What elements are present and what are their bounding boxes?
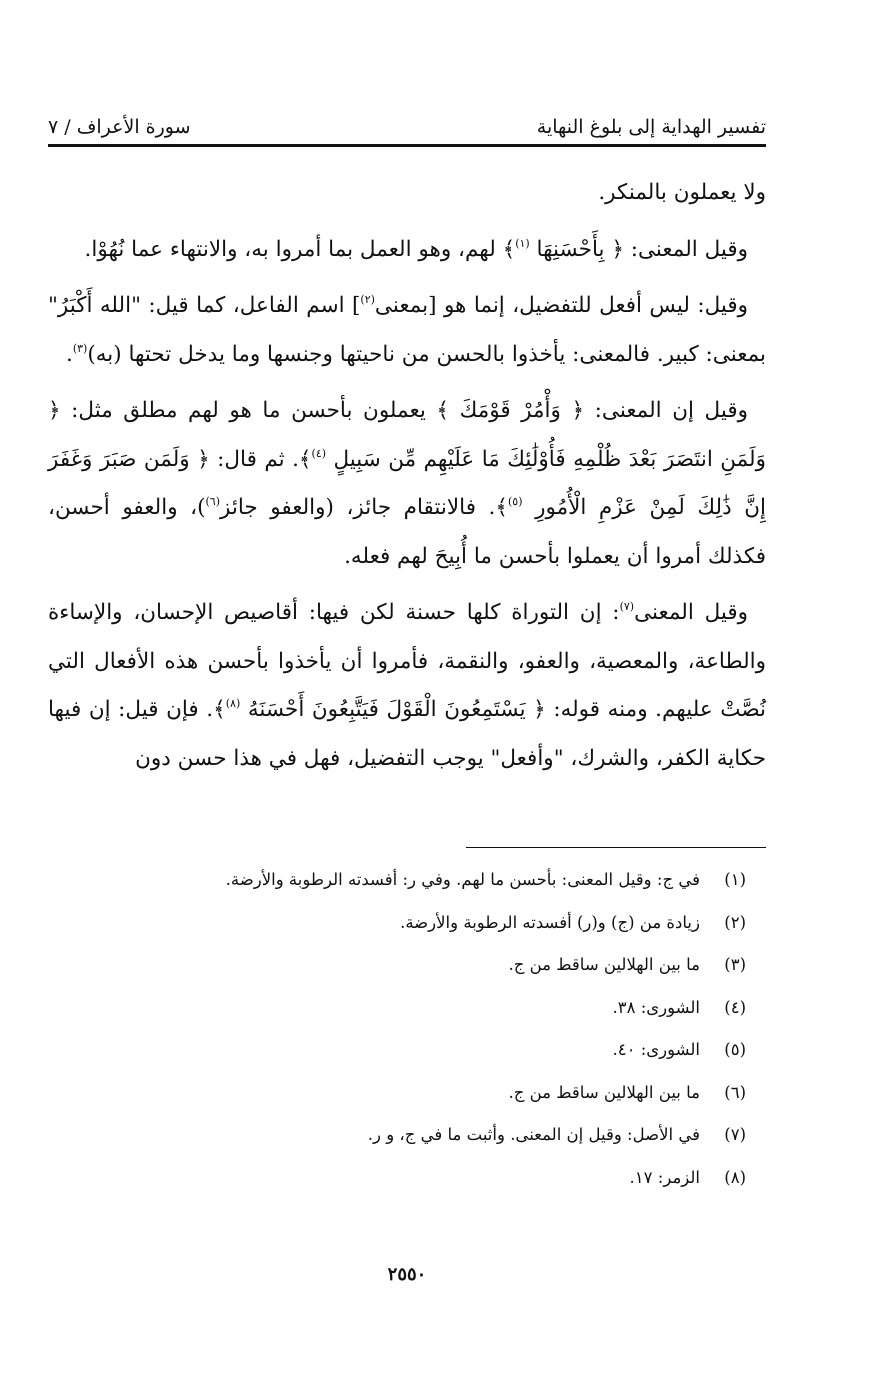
footnote-text: الزمر: ١٧. bbox=[629, 1167, 700, 1187]
footnote-ref[interactable]: (٢) bbox=[360, 293, 375, 306]
footnotes bbox=[48, 870, 766, 1210]
book-page bbox=[48, 96, 766, 1316]
footnote bbox=[48, 998, 766, 1041]
footnote-number: (١) bbox=[724, 870, 746, 889]
footnote-ref[interactable]: (٤) bbox=[311, 446, 327, 460]
footnote-text: ما بين الهلالين ساقط من ج. bbox=[508, 955, 700, 974]
footnote-number: (٦) bbox=[724, 1082, 746, 1102]
running-header bbox=[48, 96, 766, 138]
surah-reference: سورة الأعراف / ٧ bbox=[48, 116, 191, 138]
footnote-ref[interactable]: (٣) bbox=[72, 341, 88, 355]
footnote bbox=[48, 913, 766, 956]
footnote bbox=[48, 1168, 766, 1211]
page-number: ٢٥٥٠ bbox=[387, 1264, 427, 1285]
footnote-number: (٤) bbox=[724, 997, 746, 1017]
footnote-text: ما بين الهلالين ساقط من ج. bbox=[508, 1082, 700, 1102]
footnote-text: زيادة من (ج) و(ر) أفسدته الرطوبة والأرضة. bbox=[400, 912, 700, 932]
book-title: تفسير الهداية إلى بلوغ النهاية bbox=[536, 116, 766, 138]
main-text bbox=[48, 169, 766, 783]
footnote bbox=[48, 1083, 766, 1126]
paragraph: وقيل المعنى$^{(٧)}$: إن التوراة كلها حسنة لكن فيها: أقاصيص الإحسان، والإساءة والطاعة، والمعصية، والعفو، والنقمة، فأمروا أن يأخذوا بأحسن هذه الأفعال التي نُصَّتْ عليهم. ومنه قوله: ﴿ يَسْتَمِعُونَ الْقَوْلَ فَيَتَّبِعُونَ أَحْسَنَهُ $^{(٨)}$﴾. فإن قيل: إن فيها حكاية الكفر، والشرك، "وأفعل" يوجب التفضيل، فهل في هذا حسن دون bbox=[48, 600, 766, 771]
paragraph: ولا يعملون بالمنكر. bbox=[598, 180, 766, 205]
footnote-number: (٣) bbox=[724, 955, 746, 974]
footnote-ref[interactable]: (٨) bbox=[225, 697, 241, 710]
footnote bbox=[48, 1125, 766, 1168]
footnote-ref[interactable]: (١) bbox=[515, 236, 530, 250]
header-rule bbox=[48, 144, 766, 147]
footnote-number: (٥) bbox=[724, 1040, 746, 1059]
footnote-text: في الأصل: وقيل إن المعنى. وأثبت ما في ج، و ر. bbox=[367, 1125, 700, 1144]
footnote-text: في ج: وقيل المعنى: بأحسن ما لهم. وفي ر: أفسدته الرطوبة والأرضة. bbox=[225, 870, 700, 889]
footnote bbox=[48, 955, 766, 998]
footnote-ref[interactable]: (٦) bbox=[205, 495, 220, 508]
footnote-text: الشورى: ٤٠. bbox=[612, 1040, 700, 1059]
footnote-number: (٢) bbox=[724, 912, 746, 932]
footnote-text: الشورى: ٣٨. bbox=[612, 997, 700, 1017]
paragraph: وقيل إن المعنى: ﴿ وَأْمُرْ قَوْمَكَ ﴾ يعملون بأحسن ما هو لهم مطلق مثل: ﴿ وَلَمَنِ انتَصَرَ بَعْدَ ظُلْمِهِ فَأُوْلَٰئِكَ مَا عَلَيْهِم مِّن سَبِيلٍ $^{(٤)}$﴾. ثم قال: ﴿ وَلَمَن صَبَرَ وَغَفَرَ إِنَّ ذَٰلِكَ لَمِنْ عَزْمِ الْأُمُورِ $^{(٥)}$﴾. فالانتقام جائز، (والعفو جائز$^{(٦)}$)، والعفو أحسن، فكذلك أمروا أن يعملوا بأحسن ما أُبِيحَ لهم فعله. bbox=[48, 398, 766, 569]
footnote-number: (٧) bbox=[724, 1125, 746, 1144]
footnote bbox=[48, 870, 766, 913]
footnote bbox=[48, 1040, 766, 1083]
paragraph: وقيل المعنى: ﴿ بِأَحْسَنِهَا $^{(١)}$﴾ لهم، وهو العمل بما أمروا به، والانتهاء عما نُهُوْا. bbox=[84, 236, 748, 262]
footnote-number: (٨) bbox=[724, 1167, 746, 1187]
footnote-ref[interactable]: (٥) bbox=[508, 495, 523, 508]
footnote-separator bbox=[466, 847, 766, 848]
paragraph: وقيل: ليس أفعل للتفضيل، إنما هو [بمعنى$^{(٢)}$] اسم الفاعل، كما قيل: "الله أَكْبَرُ" بمعنى: كبير. فالمعنى: يأخذوا بالحسن من ناحيتها وجنسها وما يدخل تحتها (به)$^{(٣)}$. bbox=[48, 293, 766, 367]
footnote-ref[interactable]: (٧) bbox=[619, 600, 635, 613]
